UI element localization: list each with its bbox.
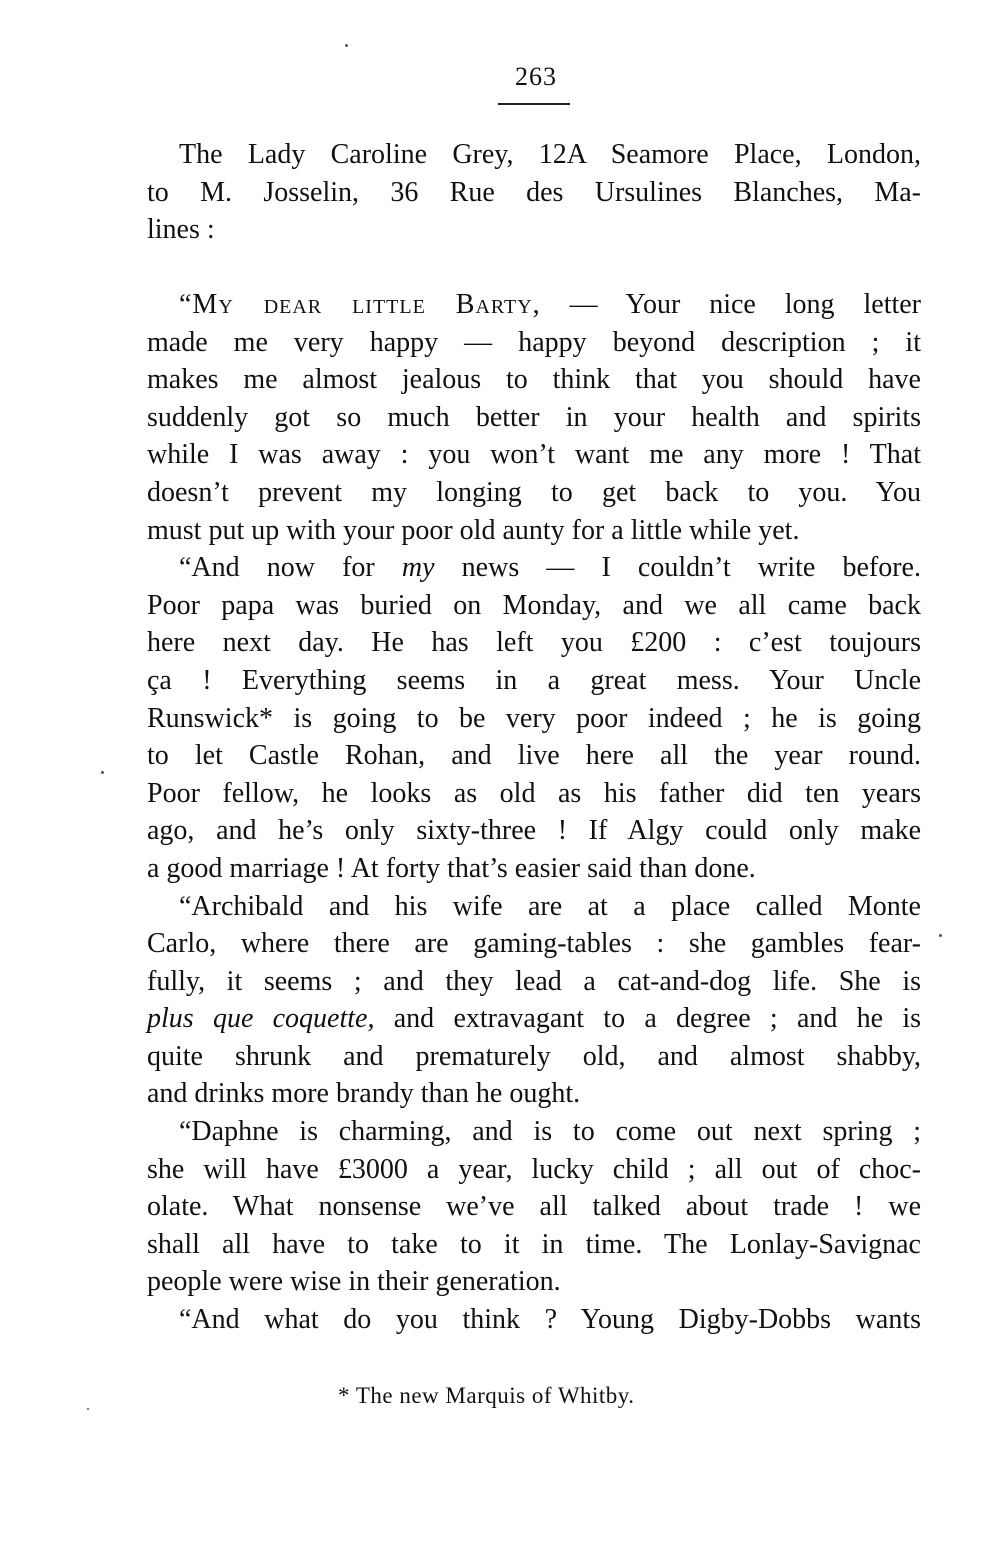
body-line: and drinks more brandy than he ought. xyxy=(147,1078,581,1110)
letter-body xyxy=(147,286,921,1339)
body-line: must put up with your poor old aunty for a little while yet. xyxy=(147,514,800,546)
body-line: to let Castle Rohan, and live here all the year round. xyxy=(147,740,921,772)
p2-end: news — I couldn’t write before. xyxy=(461,552,921,584)
paragraph-start: “Daphne is charming, and is to come out next spring ; xyxy=(179,1116,921,1148)
page-number-rule xyxy=(498,103,570,105)
p2-start: “And now for xyxy=(179,552,375,584)
scan-speck xyxy=(101,771,104,774)
opening-text: — Your nice long letter xyxy=(569,289,922,320)
header-line: lines : xyxy=(147,214,215,246)
body-line: fully, it seems ; and they lead a cat-and-dog life. She is xyxy=(147,965,921,997)
scan-speck xyxy=(345,44,348,47)
body-line: she will have £3000 a year, lucky child ; all out of choc- xyxy=(147,1153,921,1185)
body-line xyxy=(147,1000,921,1038)
paragraph-start: “Archibald and his wife are at a place called Monte xyxy=(179,890,921,922)
body-line: suddenly got so much better in your health and spirits xyxy=(147,401,921,433)
paragraph-start: “And what do you think ? Young Digby-Dobbs wants xyxy=(179,1304,921,1336)
body-line: Runswick* is going to be very poor indeed ; he is going xyxy=(147,702,921,734)
body-line: makes me almost jealous to think that you should have xyxy=(147,364,921,396)
body-line: here next day. He has left you £200 : c’est toujours xyxy=(147,627,921,659)
body-line: ça ! Everything seems in a great mess. Your Uncle xyxy=(147,664,921,696)
footnote: * The new Marquis of Whitby. xyxy=(338,1383,635,1408)
header-line: to M. Josselin, 36 Rue des Ursulines Blanches, Ma- xyxy=(147,176,921,208)
body-line: while I was away : you won’t want me any more ! That xyxy=(147,439,921,471)
body-line: doesn’t prevent my longing to get back to you. You xyxy=(147,476,921,508)
body-line: a good marriage ! At forty that’s easier said than done. xyxy=(147,852,756,884)
salutation: “My dear little Barty, xyxy=(179,289,541,320)
p3-italic-rest: and extravagant to a degree ; and he is xyxy=(393,1003,921,1035)
page-number: 263 xyxy=(515,62,557,91)
body-line: olate. What nonsense we’ve all talked about trade ! we xyxy=(147,1191,921,1223)
body-line: Poor papa was buried on Monday, and we all came back xyxy=(147,589,921,621)
body-line: made me very happy — happy beyond description ; it xyxy=(147,326,921,358)
body-line: quite shrunk and prematurely old, and almost shabby, xyxy=(147,1040,921,1072)
header-line: The Lady Caroline Grey, 12A Seamore Place, London, xyxy=(179,139,921,170)
body-line: Carlo, where there are gaming-tables : she gambles fear- xyxy=(147,928,921,960)
body-line: shall all have to take to it in time. The Lonlay-Savignac xyxy=(147,1228,921,1260)
letter-address-header xyxy=(147,136,921,249)
scan-speck xyxy=(939,934,942,937)
paragraph-start xyxy=(147,549,921,587)
salutation-line xyxy=(147,286,921,324)
p3-italic: plus que coquette, xyxy=(147,1003,375,1035)
p2-italic: my xyxy=(401,552,435,584)
body-line: Poor fellow, he looks as old as his father did ten years xyxy=(147,777,921,809)
body-line: ago, and he’s only sixty-three ! If Algy could only make xyxy=(147,815,921,847)
body-line: people were wise in their generation. xyxy=(147,1266,561,1298)
scan-speck xyxy=(87,1408,89,1410)
